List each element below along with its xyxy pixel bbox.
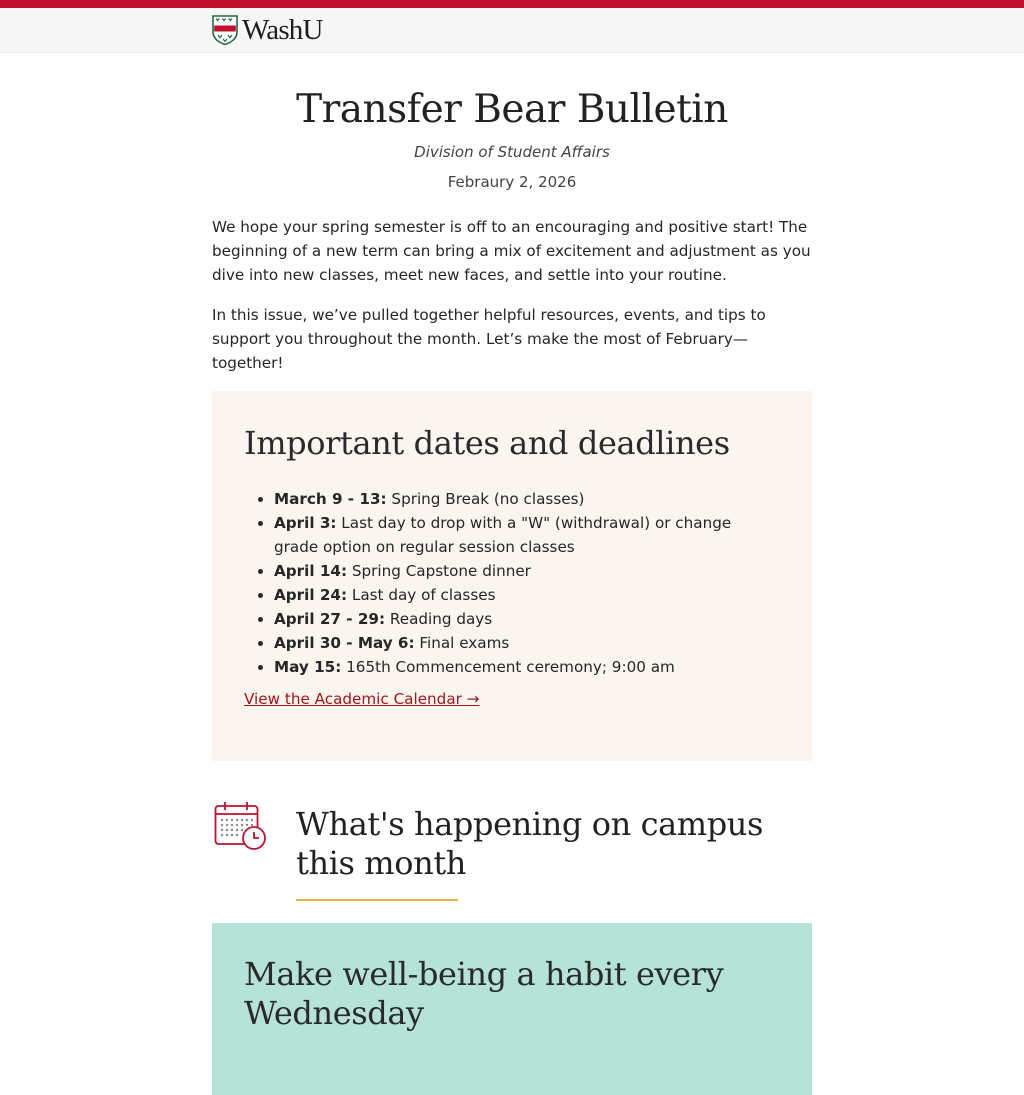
list-item [274,511,780,559]
deadline-text: Reading days [385,610,493,628]
email-header [0,8,1024,53]
deadline-text: Spring Break (no classes) [386,490,585,508]
deadline-date: March 9 - 13: [274,490,387,508]
top-accent-bar [0,0,1024,8]
deadline-date: April 30 - May 6: [274,634,415,652]
calendar-clock-icon [214,801,268,853]
deadline-date: April 14: [274,562,348,580]
wellbeing-heading: Make well-being a habit every Wednesday [244,955,724,1032]
deadline-date: April 3: [274,514,337,532]
page-title: Transfer Bear Bulletin [296,87,728,132]
intro-paragraph-1: We hope your spring semester is off to an encouraging and positive start! The beginning of a new term can bring a mix of excitement and adjustment as you dive into new classes, meet new faces, and settle into your routine. [212,218,811,284]
list-item [274,487,780,511]
deadlines-list [244,487,780,679]
deadline-date: April 27 - 29: [274,610,386,628]
list-item [274,559,780,583]
list-item [274,631,780,655]
academic-calendar-link[interactable]: View the Academic Calendar → [244,690,480,708]
wellbeing-section [212,923,812,1095]
list-item [274,655,780,679]
deadline-text: Final exams [414,634,510,652]
deadline-text: Last day to drop with a "W" (withdrawal) or change grade option on regular session classes [274,514,732,556]
deadline-text: Spring Capstone dinner [347,562,531,580]
brand-name: WashU [242,13,323,46]
deadline-date: May 15: [274,658,342,676]
subtitle: Division of Student Affairs [414,143,610,161]
happening-section [212,801,812,923]
list-item [274,583,780,607]
deadlines-section [212,391,812,761]
newsletter-body [212,52,812,1095]
intro-paragraph-2: In this issue, we’ve pulled together helpful resources, events, and tips to support you throughout the month. Let’s make the most of February—together! [212,306,766,372]
happening-heading: What's happening on campus this month [296,805,764,882]
list-item [274,607,780,631]
deadline-text: 165th Commencement ceremony; 9:00 am [341,658,675,676]
deadline-date: April 24: [274,586,348,604]
heading-underline [296,899,458,901]
issue-date: Febraury 2, 2026 [447,173,577,191]
deadline-text: Last day of classes [347,586,496,604]
shield-crest-icon [212,15,238,45]
washu-logo-link[interactable] [212,15,323,45]
deadlines-heading: Important dates and deadlines [244,424,730,462]
